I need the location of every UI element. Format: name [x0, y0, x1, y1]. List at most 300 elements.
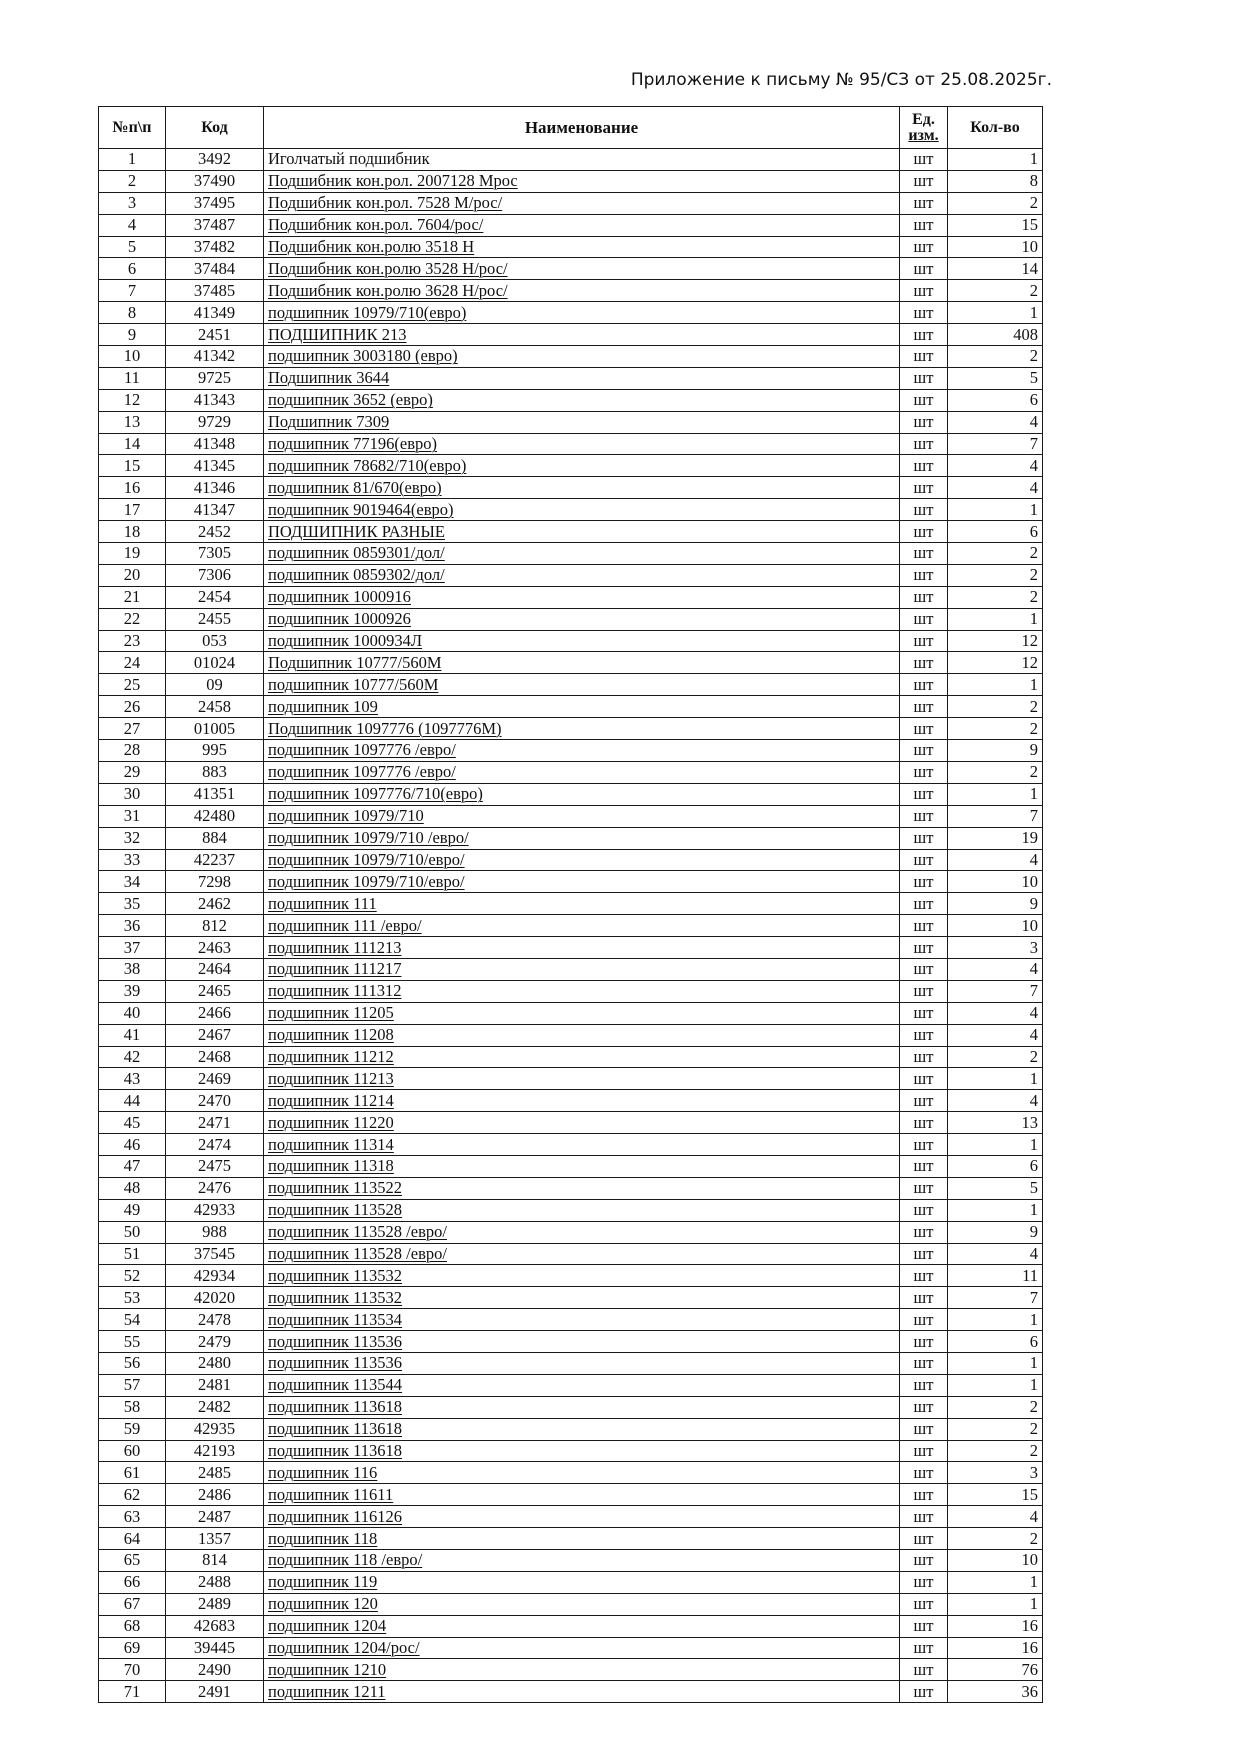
- item-name: подшипник 10777/560М: [264, 674, 900, 696]
- item-quantity: 10: [948, 915, 1043, 937]
- item-code: 053: [166, 630, 264, 652]
- unit-of-measure: шт: [900, 980, 948, 1002]
- item-name: подшипник 10979/710 /евро/: [264, 827, 900, 849]
- item-name: подшипник 11214: [264, 1090, 900, 1112]
- item-name: Подшипник 10777/560М: [264, 652, 900, 674]
- row-number: 33: [99, 849, 166, 871]
- row-number: 43: [99, 1068, 166, 1090]
- unit-of-measure: шт: [900, 1221, 948, 1243]
- item-quantity: 2: [948, 346, 1043, 368]
- table-row: [99, 499, 1043, 521]
- table-header-row: [99, 107, 1043, 149]
- row-number: 1: [99, 149, 166, 171]
- table-row: [99, 236, 1043, 258]
- unit-of-measure: шт: [900, 915, 948, 937]
- item-code: 1357: [166, 1528, 264, 1550]
- unit-of-measure: шт: [900, 1462, 948, 1484]
- item-name: подшипник 11611: [264, 1484, 900, 1506]
- item-name: подшипник 111 /евро/: [264, 915, 900, 937]
- item-code: 37490: [166, 170, 264, 192]
- row-number: 25: [99, 674, 166, 696]
- table-row: [99, 1637, 1043, 1659]
- column-header-quantity: Кол-во: [948, 107, 1043, 149]
- unit-of-measure: шт: [900, 543, 948, 565]
- unit-of-measure: шт: [900, 192, 948, 214]
- row-number: 9: [99, 324, 166, 346]
- item-name: Подшипник 7309: [264, 411, 900, 433]
- table-row: [99, 1331, 1043, 1353]
- row-number: 50: [99, 1221, 166, 1243]
- item-code: 2485: [166, 1462, 264, 1484]
- unit-of-measure: шт: [900, 1309, 948, 1331]
- row-number: 16: [99, 477, 166, 499]
- item-quantity: 2: [948, 1046, 1043, 1068]
- table-row: [99, 149, 1043, 171]
- item-name: подшипник 120: [264, 1593, 900, 1615]
- row-number: 51: [99, 1243, 166, 1265]
- item-name: подшипник 1097776 /евро/: [264, 740, 900, 762]
- table-row: [99, 1134, 1043, 1156]
- row-number: 22: [99, 608, 166, 630]
- row-number: 70: [99, 1659, 166, 1681]
- row-number: 59: [99, 1418, 166, 1440]
- item-quantity: 36: [948, 1681, 1043, 1703]
- item-code: 2476: [166, 1177, 264, 1199]
- item-quantity: 1: [948, 302, 1043, 324]
- item-quantity: 16: [948, 1637, 1043, 1659]
- row-number: 57: [99, 1374, 166, 1396]
- item-code: 42237: [166, 849, 264, 871]
- item-name: подшипник 11318: [264, 1155, 900, 1177]
- unit-of-measure: шт: [900, 564, 948, 586]
- table-row: [99, 586, 1043, 608]
- table-row: [99, 761, 1043, 783]
- item-code: 2489: [166, 1593, 264, 1615]
- table-row: [99, 871, 1043, 893]
- unit-of-measure: шт: [900, 1155, 948, 1177]
- item-quantity: 76: [948, 1659, 1043, 1681]
- item-code: 41343: [166, 389, 264, 411]
- table-row: [99, 1199, 1043, 1221]
- row-number: 63: [99, 1506, 166, 1528]
- item-quantity: 6: [948, 521, 1043, 543]
- item-quantity: 1: [948, 149, 1043, 171]
- item-name: Подшибник кон.ролю 3518 Н: [264, 236, 900, 258]
- table-row: [99, 1571, 1043, 1593]
- item-code: 2488: [166, 1571, 264, 1593]
- item-quantity: 2: [948, 761, 1043, 783]
- unit-of-measure: шт: [900, 1396, 948, 1418]
- unit-of-measure: шт: [900, 805, 948, 827]
- unit-of-measure: шт: [900, 1068, 948, 1090]
- item-name: подшипник 1000916: [264, 586, 900, 608]
- table-row: [99, 740, 1043, 762]
- row-number: 48: [99, 1177, 166, 1199]
- item-code: 2475: [166, 1155, 264, 1177]
- unit-of-measure: шт: [900, 214, 948, 236]
- item-quantity: 2: [948, 564, 1043, 586]
- item-name: подшипник 11220: [264, 1112, 900, 1134]
- row-number: 44: [99, 1090, 166, 1112]
- item-name: подшипник 3003180 (евро): [264, 346, 900, 368]
- unit-of-measure: шт: [900, 1374, 948, 1396]
- table-row: [99, 718, 1043, 740]
- item-quantity: 7: [948, 1287, 1043, 1309]
- item-code: 2454: [166, 586, 264, 608]
- item-name: Подшибник кон.рол. 2007128 Мрос: [264, 170, 900, 192]
- table-row: [99, 214, 1043, 236]
- item-quantity: 1: [948, 674, 1043, 696]
- item-name: подшипник 113528 /евро/: [264, 1221, 900, 1243]
- item-quantity: 9: [948, 893, 1043, 915]
- item-name: подшипник 11213: [264, 1068, 900, 1090]
- table-row: [99, 893, 1043, 915]
- item-quantity: 10: [948, 236, 1043, 258]
- item-name: подшипник 111217: [264, 958, 900, 980]
- table-row: [99, 477, 1043, 499]
- item-code: 42934: [166, 1265, 264, 1287]
- row-number: 7: [99, 280, 166, 302]
- row-number: 15: [99, 455, 166, 477]
- table-row: [99, 346, 1043, 368]
- item-code: 09: [166, 674, 264, 696]
- item-quantity: 4: [948, 958, 1043, 980]
- item-quantity: 1: [948, 1199, 1043, 1221]
- item-name: подшипник 1097776 /евро/: [264, 761, 900, 783]
- table-row: [99, 1462, 1043, 1484]
- item-quantity: 2: [948, 1396, 1043, 1418]
- item-code: 2482: [166, 1396, 264, 1418]
- item-code: 995: [166, 740, 264, 762]
- item-name: подшипник 1210: [264, 1659, 900, 1681]
- item-code: 2479: [166, 1331, 264, 1353]
- table-row: [99, 1221, 1043, 1243]
- item-code: 01024: [166, 652, 264, 674]
- unit-of-measure: шт: [900, 827, 948, 849]
- item-quantity: 2: [948, 1528, 1043, 1550]
- unit-header-line1: Ед.: [912, 110, 935, 128]
- table-row: [99, 1068, 1043, 1090]
- item-quantity: 19: [948, 827, 1043, 849]
- unit-of-measure: шт: [900, 1265, 948, 1287]
- unit-of-measure: шт: [900, 586, 948, 608]
- unit-of-measure: шт: [900, 674, 948, 696]
- unit-of-measure: шт: [900, 258, 948, 280]
- item-quantity: 2: [948, 280, 1043, 302]
- item-quantity: 10: [948, 871, 1043, 893]
- row-number: 8: [99, 302, 166, 324]
- item-name: подшипник 78682/710(евро): [264, 455, 900, 477]
- item-name: подшипник 11314: [264, 1134, 900, 1156]
- item-name: Подшибник кон.рол. 7604/рос/: [264, 214, 900, 236]
- row-number: 20: [99, 564, 166, 586]
- table-row: [99, 1659, 1043, 1681]
- unit-of-measure: шт: [900, 937, 948, 959]
- item-code: 7306: [166, 564, 264, 586]
- table-row: [99, 1374, 1043, 1396]
- column-header-name: Наименование: [264, 107, 900, 149]
- unit-of-measure: шт: [900, 236, 948, 258]
- row-number: 64: [99, 1528, 166, 1550]
- item-quantity: 10: [948, 1550, 1043, 1572]
- item-name: подшипник 113532: [264, 1287, 900, 1309]
- item-quantity: 12: [948, 630, 1043, 652]
- table-row: [99, 1177, 1043, 1199]
- unit-of-measure: шт: [900, 477, 948, 499]
- item-quantity: 3: [948, 1462, 1043, 1484]
- unit-of-measure: шт: [900, 1615, 948, 1637]
- table-row: [99, 1309, 1043, 1331]
- unit-of-measure: шт: [900, 1593, 948, 1615]
- unit-of-measure: шт: [900, 149, 948, 171]
- item-quantity: 408: [948, 324, 1043, 346]
- unit-of-measure: шт: [900, 1287, 948, 1309]
- row-number: 6: [99, 258, 166, 280]
- table-row: [99, 1352, 1043, 1374]
- unit-of-measure: шт: [900, 1199, 948, 1221]
- item-quantity: 2: [948, 718, 1043, 740]
- item-quantity: 8: [948, 170, 1043, 192]
- unit-of-measure: шт: [900, 893, 948, 915]
- item-name: подшипник 1000934Л: [264, 630, 900, 652]
- item-code: 41349: [166, 302, 264, 324]
- table-row: [99, 170, 1043, 192]
- item-name: подшипник 113618: [264, 1418, 900, 1440]
- item-code: 41347: [166, 499, 264, 521]
- item-code: 37487: [166, 214, 264, 236]
- unit-of-measure: шт: [900, 324, 948, 346]
- unit-of-measure: шт: [900, 1046, 948, 1068]
- item-name: подшипник 111213: [264, 937, 900, 959]
- row-number: 29: [99, 761, 166, 783]
- item-code: 812: [166, 915, 264, 937]
- row-number: 24: [99, 652, 166, 674]
- item-code: 42933: [166, 1199, 264, 1221]
- row-number: 10: [99, 346, 166, 368]
- table-row: [99, 324, 1043, 346]
- table-row: [99, 1418, 1043, 1440]
- unit-of-measure: шт: [900, 302, 948, 324]
- item-name: подшипник 10979/710: [264, 805, 900, 827]
- item-quantity: 4: [948, 455, 1043, 477]
- item-name: подшипник 113528: [264, 1199, 900, 1221]
- table-row: [99, 521, 1043, 543]
- item-name: подшипник 10979/710/евро/: [264, 849, 900, 871]
- row-number: 36: [99, 915, 166, 937]
- item-name: подшипник 113536: [264, 1331, 900, 1353]
- unit-of-measure: шт: [900, 849, 948, 871]
- item-code: 2455: [166, 608, 264, 630]
- table-row: [99, 1024, 1043, 1046]
- unit-of-measure: шт: [900, 1637, 948, 1659]
- table-row: [99, 696, 1043, 718]
- row-number: 5: [99, 236, 166, 258]
- table-row: [99, 608, 1043, 630]
- table-row: [99, 958, 1043, 980]
- unit-of-measure: шт: [900, 608, 948, 630]
- row-number: 21: [99, 586, 166, 608]
- row-number: 38: [99, 958, 166, 980]
- unit-of-measure: шт: [900, 1024, 948, 1046]
- unit-header-line2: изм.: [908, 126, 939, 144]
- item-code: 37484: [166, 258, 264, 280]
- row-number: 60: [99, 1440, 166, 1462]
- unit-of-measure: шт: [900, 1331, 948, 1353]
- item-code: 37495: [166, 192, 264, 214]
- item-quantity: 2: [948, 696, 1043, 718]
- item-name: подшипник 11212: [264, 1046, 900, 1068]
- table-row: [99, 1528, 1043, 1550]
- item-quantity: 1: [948, 1134, 1043, 1156]
- unit-of-measure: шт: [900, 630, 948, 652]
- column-header-unit: [900, 107, 948, 149]
- item-name: Подшибник кон.ролю 3628 Н/рос/: [264, 280, 900, 302]
- item-code: 41346: [166, 477, 264, 499]
- item-name: подшипник 113618: [264, 1440, 900, 1462]
- row-number: 47: [99, 1155, 166, 1177]
- unit-of-measure: шт: [900, 1681, 948, 1703]
- row-number: 19: [99, 543, 166, 565]
- item-name: подшипник 1211: [264, 1681, 900, 1703]
- item-quantity: 1: [948, 1352, 1043, 1374]
- unit-of-measure: шт: [900, 1528, 948, 1550]
- item-quantity: 7: [948, 980, 1043, 1002]
- row-number: 46: [99, 1134, 166, 1156]
- unit-of-measure: шт: [900, 740, 948, 762]
- unit-of-measure: шт: [900, 1177, 948, 1199]
- item-name: подшипник 113544: [264, 1374, 900, 1396]
- item-name: подшипник 113534: [264, 1309, 900, 1331]
- item-quantity: 14: [948, 258, 1043, 280]
- row-number: 14: [99, 433, 166, 455]
- row-number: 34: [99, 871, 166, 893]
- item-name: подшипник 113522: [264, 1177, 900, 1199]
- unit-of-measure: шт: [900, 1352, 948, 1374]
- item-name: подшипник 81/670(евро): [264, 477, 900, 499]
- item-quantity: 4: [948, 849, 1043, 871]
- item-quantity: 15: [948, 1484, 1043, 1506]
- item-name: подшипник 10979/710/евро/: [264, 871, 900, 893]
- item-code: 2468: [166, 1046, 264, 1068]
- unit-of-measure: шт: [900, 1090, 948, 1112]
- row-number: 39: [99, 980, 166, 1002]
- table-row: [99, 937, 1043, 959]
- table-row: [99, 1440, 1043, 1462]
- item-code: 42683: [166, 1615, 264, 1637]
- item-name: подшипник 1204/рос/: [264, 1637, 900, 1659]
- unit-of-measure: шт: [900, 761, 948, 783]
- row-number: 32: [99, 827, 166, 849]
- item-quantity: 4: [948, 1090, 1043, 1112]
- item-quantity: 7: [948, 433, 1043, 455]
- item-quantity: 9: [948, 1221, 1043, 1243]
- row-number: 54: [99, 1309, 166, 1331]
- unit-of-measure: шт: [900, 1112, 948, 1134]
- row-number: 45: [99, 1112, 166, 1134]
- row-number: 13: [99, 411, 166, 433]
- item-name: подшипник 1204: [264, 1615, 900, 1637]
- item-quantity: 1: [948, 1374, 1043, 1396]
- item-quantity: 6: [948, 1331, 1043, 1353]
- table-row: [99, 1155, 1043, 1177]
- item-code: 2471: [166, 1112, 264, 1134]
- unit-of-measure: шт: [900, 455, 948, 477]
- table-row: [99, 389, 1043, 411]
- row-number: 53: [99, 1287, 166, 1309]
- item-name: подшипник 111312: [264, 980, 900, 1002]
- unit-of-measure: шт: [900, 521, 948, 543]
- table-row: [99, 564, 1043, 586]
- item-code: 2486: [166, 1484, 264, 1506]
- item-quantity: 1: [948, 1309, 1043, 1331]
- row-number: 2: [99, 170, 166, 192]
- item-name: Подшибник кон.ролю 3528 Н/рос/: [264, 258, 900, 280]
- table-row: [99, 1287, 1043, 1309]
- item-name: Иголчатый подшибник: [264, 149, 900, 171]
- table-row: [99, 849, 1043, 871]
- row-number: 23: [99, 630, 166, 652]
- item-code: 2464: [166, 958, 264, 980]
- item-code: 2478: [166, 1309, 264, 1331]
- unit-of-measure: шт: [900, 411, 948, 433]
- item-quantity: 2: [948, 1440, 1043, 1462]
- item-code: 2487: [166, 1506, 264, 1528]
- item-quantity: 1: [948, 1068, 1043, 1090]
- item-name: подшипник 109: [264, 696, 900, 718]
- row-number: 62: [99, 1484, 166, 1506]
- item-quantity: 13: [948, 1112, 1043, 1134]
- item-code: 2466: [166, 1002, 264, 1024]
- item-name: подшипник 11208: [264, 1024, 900, 1046]
- item-code: 2452: [166, 521, 264, 543]
- item-code: 2467: [166, 1024, 264, 1046]
- row-number: 17: [99, 499, 166, 521]
- item-name: подшипник 119: [264, 1571, 900, 1593]
- item-code: 41348: [166, 433, 264, 455]
- item-quantity: 5: [948, 367, 1043, 389]
- row-number: 66: [99, 1571, 166, 1593]
- item-name: подшипник 1097776/710(евро): [264, 783, 900, 805]
- row-number: 4: [99, 214, 166, 236]
- item-name: ПОДШИПНИК РАЗНЫЕ: [264, 521, 900, 543]
- row-number: 40: [99, 1002, 166, 1024]
- table-row: [99, 827, 1043, 849]
- table-row: [99, 192, 1043, 214]
- table-row: [99, 1046, 1043, 1068]
- item-code: 2481: [166, 1374, 264, 1396]
- item-quantity: 7: [948, 805, 1043, 827]
- unit-of-measure: шт: [900, 1506, 948, 1528]
- unit-of-measure: шт: [900, 280, 948, 302]
- item-code: 884: [166, 827, 264, 849]
- item-quantity: 2: [948, 543, 1043, 565]
- table-row: [99, 280, 1043, 302]
- item-code: 2465: [166, 980, 264, 1002]
- item-name: Подшипник 3644: [264, 367, 900, 389]
- unit-of-measure: шт: [900, 718, 948, 740]
- row-number: 11: [99, 367, 166, 389]
- row-number: 56: [99, 1352, 166, 1374]
- item-quantity: 4: [948, 1243, 1043, 1265]
- table-body: [99, 149, 1043, 1703]
- item-code: 988: [166, 1221, 264, 1243]
- table-row: [99, 1396, 1043, 1418]
- table-row: [99, 1484, 1043, 1506]
- item-code: 41351: [166, 783, 264, 805]
- unit-of-measure: шт: [900, 367, 948, 389]
- item-quantity: 6: [948, 1155, 1043, 1177]
- item-name: подшипник 116126: [264, 1506, 900, 1528]
